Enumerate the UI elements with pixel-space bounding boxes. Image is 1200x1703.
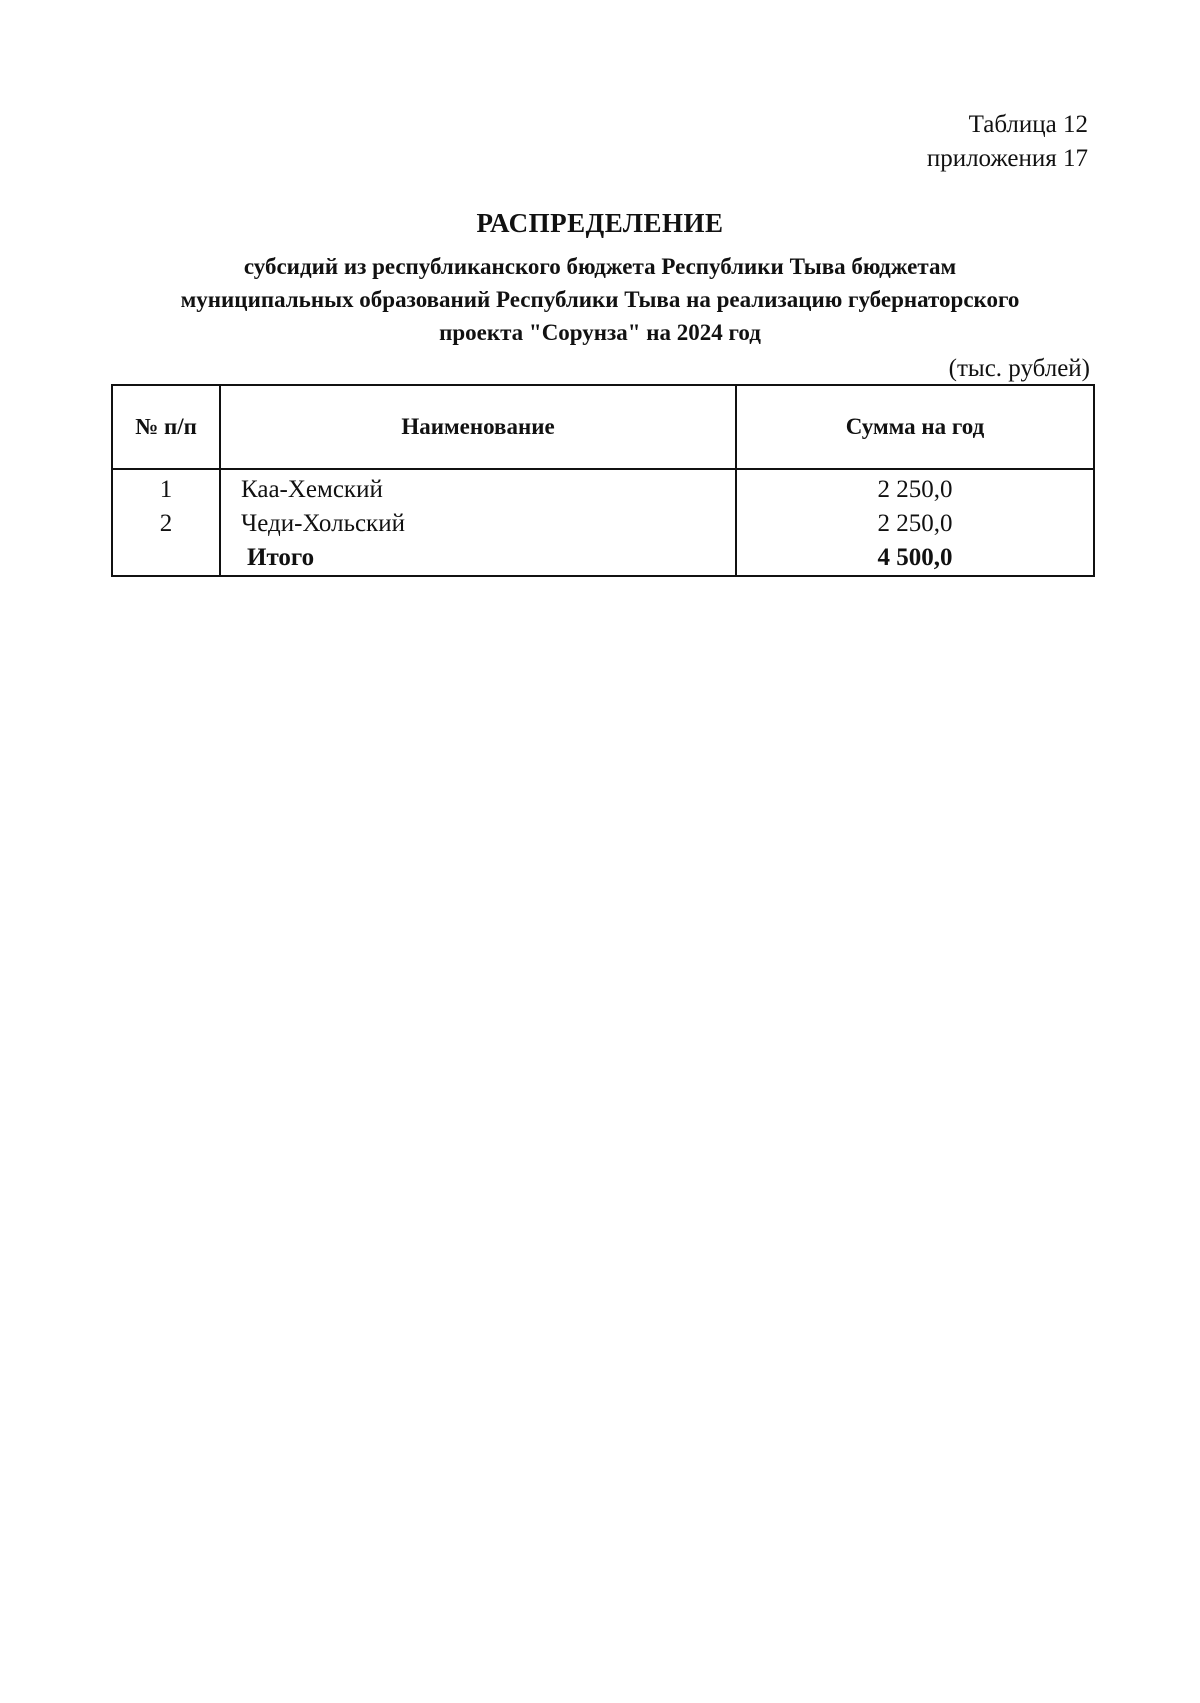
table-header-row — [112, 385, 1094, 469]
row-name: Чеди-Хольский — [220, 507, 736, 541]
table-reference — [927, 108, 1088, 176]
total-amount: 4 500,0 — [736, 541, 1094, 576]
row-number: 1 — [112, 469, 220, 507]
subtitle-line-1: субсидий из республиканского бюджета Республики Тыва бюджетам — [243, 254, 957, 279]
table-row — [112, 469, 1094, 507]
table-total-row — [112, 541, 1094, 576]
distribution-table — [111, 384, 1095, 577]
row-amount: 2 250,0 — [736, 469, 1094, 507]
table-row — [112, 507, 1094, 541]
total-label: Итого — [220, 541, 736, 576]
row-name: Каа-Хемский — [220, 469, 736, 507]
column-header-amount: Сумма на год — [736, 385, 1094, 469]
total-number-cell — [112, 541, 220, 576]
units-label: (тыс. рублей) — [948, 355, 1090, 382]
table-number: Таблица 12 — [968, 111, 1088, 138]
column-header-name: Наименование — [220, 385, 736, 469]
subtitle-line-3: проекта "Сорунза" на 2024 год — [439, 320, 761, 345]
document-subtitle — [110, 250, 1090, 349]
document-title: РАСПРЕДЕЛЕНИЕ — [476, 208, 724, 238]
column-header-number: № п/п — [112, 385, 220, 469]
row-amount: 2 250,0 — [736, 507, 1094, 541]
row-number: 2 — [112, 507, 220, 541]
subtitle-line-2: муниципальных образований Республики Тыва на реализацию губернаторского — [180, 287, 1020, 312]
appendix-number: приложения 17 — [926, 145, 1088, 172]
